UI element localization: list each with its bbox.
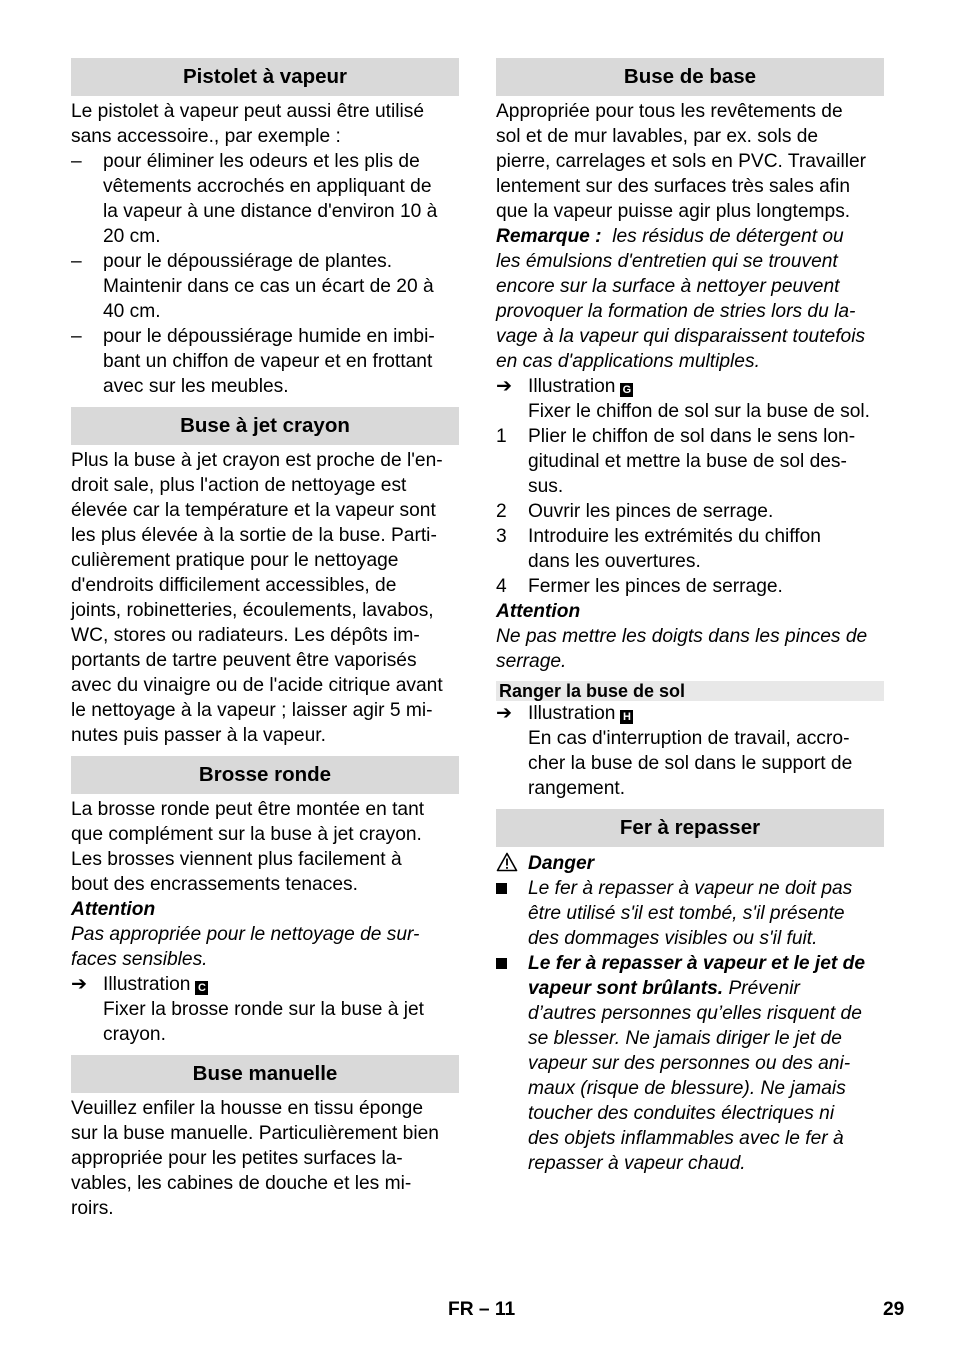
section-header-manuelle: Buse manuelle [71,1055,459,1093]
danger-heading: Danger [496,851,884,876]
numbered-step: 1 Plier le chiffon de sol dans le sens lon- gitudinal et mettre la buse de sol des- sus. [496,426,856,497]
subsection-header-ranger: Ranger la buse de sol [496,681,884,701]
warning-triangle-icon [496,851,528,876]
square-bullet-icon [496,958,507,969]
remarque-note: Remarque : les résidus de détergent ou les émulsions d'entretien qui se trouvent encore sur la surface à nettoyer peuvent provoquer la formation de stries lors du la- vage à la vapeur qui disparaissent toutefois en cas d'applications multiples. [496,226,866,372]
remarque-label: Remarque : [496,226,602,247]
section-header-base: Buse de base [496,58,884,96]
section-header-fer: Fer à repasser [496,809,884,847]
dash-marker: – [71,326,82,347]
illustration-ref: ➔ Illustration C [71,972,459,997]
base-fix-text: Fixer le chiffon de sol sur la buse de sol. [528,401,871,422]
manuelle-paragraph: Veuillez enfiler la housse en tissu éponge sur la buse manuelle. Particulièrement bien appropriée pour les petites surfaces la- vables, les cabines de douche et les mi- roirs. [71,1098,439,1219]
attention-text: Pas appropriée pour le nettoyage de sur- faces sensibles. [71,924,420,970]
arrow-right-icon: ➔ [496,376,513,397]
page-number: 29 [883,1299,905,1320]
numbered-step: 2 Ouvrir les pinces de serrage. [496,501,774,522]
arrow-right-icon: ➔ [496,703,513,724]
illustration-letter-icon: C [195,981,208,995]
numbered-step: 3 Introduire les extrémités du chiffon dans les ouvertures. [496,526,821,572]
numbered-step: 4 Fermer les pinces de serrage. [496,576,783,597]
section-header-crayon: Buse à jet crayon [71,407,459,445]
attention-text: Ne pas mettre les doigts dans les pinces de serrage. [496,626,868,672]
pistolet-intro: Le pistolet à vapeur peut aussi être utilisé sans accessoire., par exemple : [71,101,425,147]
illustration-ref: ➔ Illustration H [496,701,884,726]
section-header-pistolet: Pistolet à vapeur [71,58,459,96]
footer-section-label: FR – 11 [448,1299,516,1320]
dash-marker: – [71,151,82,172]
illustration-letter-icon: G [620,383,633,397]
illustration-letter-icon: H [620,710,633,724]
attention-label: Attention [496,601,581,622]
danger-bullet: Le fer à repasser à vapeur et le jet de vapeur sont brûlants. Prévenir d’autres personnes qu’elles risquent de se blesser. Ne jamais diriger le jet de vapeur sur des personnes ou des ani- maux (risque de blessure). Ne jamais toucher des conduites électriques ni des objets inflammables avec le fer à repasser à vapeur chaud. [496,951,884,1176]
ranger-text: En cas d'interruption de travail, accro- cher la buse de sol dans le support de rangement. [528,728,853,799]
list-item: – pour éliminer les odeurs et les plis de vêtements accrochés en appliquant de la vapeur à une distance d'environ 10 à 20 cm. [71,151,438,247]
attention-label: Attention [71,899,156,920]
left-column [71,58,459,1221]
base-paragraph: Appropriée pour tous les revêtements de sol et de mur lavables, par ex. sols de pierre, carrelages et sols en PVC. Travailler lentement sur des surfaces très sales afin que la vapeur puisse agir plus longtemps. [496,101,867,222]
list-item: – pour le dépoussiérage humide en imbi- bant un chiffon de vapeur et en frottant avec sur les meubles. [71,326,435,397]
square-bullet-icon [496,883,507,894]
brosse-paragraph: La brosse ronde peut être montée en tant que complément sur la buse à jet crayon. Les brosses viennent plus facilement à bout des encrassements tenaces. [71,799,425,895]
danger-bullet: Le fer à repasser à vapeur ne doit pas être utilisé s'il est tombé, s'il présente des dommages visibles ou s'il fuit. [496,876,884,951]
list-item: – pour le dépoussiérage de plantes. Maintenir dans ce cas un écart de 20 à 40 cm. [71,251,434,322]
right-column [496,58,884,1176]
section-header-brosse: Brosse ronde [71,756,459,794]
illustration-ref: ➔ Illustration G [496,374,884,399]
arrow-right-icon: ➔ [71,974,88,995]
dash-marker: – [71,251,82,272]
brosse-fix-text: Fixer la brosse ronde sur la buse à jet crayon. [103,999,425,1045]
crayon-paragraph: Plus la buse à jet crayon est proche de l'en- droit sale, plus l'action de nettoyage est élevée car la température et la vapeur sont les plus élevée à la sortie de la buse. Parti- culièrement pratique pour le nettoyage d'endroits difficilement accessibles, de joints, robinetteries, écoulements, lavabos, WC, stores ou radiateurs. Les dépôts im- portants de tartre peuvent être vaporisés avec du vinaigre ou de l'acide citrique avant le nettoyage à la vapeur ; laisser agir 5 mi- nutes puis passer à la vapeur. [71,450,443,746]
